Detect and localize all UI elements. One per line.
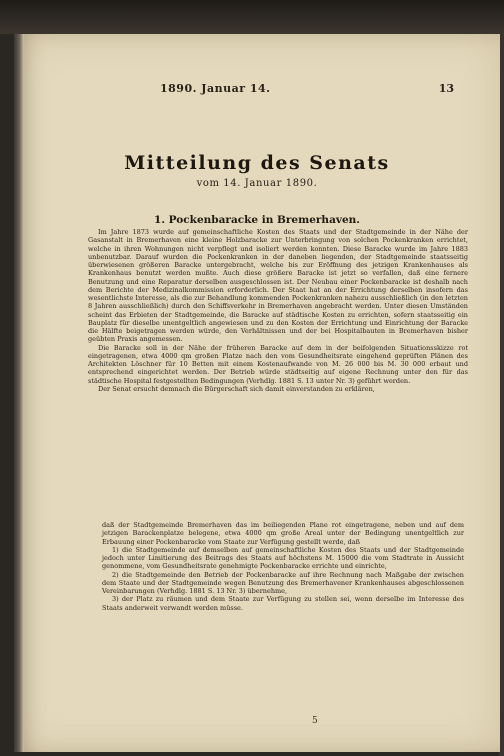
page-number: 13 (438, 82, 454, 95)
body-text (88, 228, 468, 393)
document-page (14, 34, 500, 752)
paragraph: Im Jahre 1873 wurde auf gemeinschaftliche Kosten des Staats und der Stadtgemeinde in der Nähe der Gasanstalt in Bremerhaven eine kleine Holzbaracke zur Unterbringung von solchen Pockenkranken errichtet, welche in ihren Wohnungen nicht verpflegt und isoliert werden konnten. Diese Baracke wurde im Jahre 1883 unbenutzbar. Darauf wurden die Pockenkranken in der daneben liegenden, der Stadtgemeinde staatsseitig überwiesenen größeren Baracke untergebracht, welche bis zur Eröffnung des jetzigen Krankenhauses als Krankenhaus benutzt werden mußte. Auch diese größere Baracke ist jetzt so verfallen, daß eine fernere Benutzung und eine Reparatur derselben ausgeschlossen ist. Der Neubau einer Pockenbaracke ist deshalb nach dem Berichte der Medizinalkommission erforderlich. Der Staat hat an der Errichtung derselben insofern das wesentlichste Interesse, als die zur Behandlung kommenden Pockenkranken nahezu ausschließlich (in den letzten 8 Jahren ausschließlich) durch den Schiffsverkehr in Bremerhaven angebracht werden. Unter diesen Umständen scheint das Erbieten der Stadtgemeinde, die Baracke auf städtische Kosten zu errichten, sofern staatsseitig ein Bauplatz für dieselbe unentgeltlich angewiesen und zu den Kosten der Errichtung und Einrichtung der Baracke die Hälfte beigetragen werden würde, den Verhältnissen und der bei Hospitalbauten in Bremerhaven bisher geübten Praxis angemessen. (88, 228, 468, 344)
resolution-item: 3) der Platz zu räumen und dem Staate zur Verfügung zu stellen sei, wenn derselbe im Interesse des Staats anderweit verwandt werden müsse. (102, 595, 464, 612)
running-header (14, 82, 500, 98)
header-date: 1890. Januar 14. (160, 82, 271, 95)
paragraph: Der Senat ersucht demnach die Bürgerschaft sich damit einverstanden zu erklären, (98, 384, 375, 393)
document-title: Mitteilung des Senats (124, 152, 390, 174)
signature-mark: 5 (312, 716, 318, 726)
document-subtitle: vom 14. Januar 1890. (196, 178, 318, 189)
scan-top-border (0, 0, 504, 34)
book-spine (14, 34, 24, 752)
resolution-paragraph: daß der Stadtgemeinde Bremerhaven das im beiliegenden Plane rot eingetragene, neben und auf dem jetzigen Barackenplatze belegene, etwa 4000 qm große Areal unter der Bedingung unentgeltlich zur Erbauung einer Pockenbaracke vom Staate zur Verfügung gestellt werde, daß (102, 521, 464, 546)
paragraph: Die Baracke soll in der Nähe der früheren Baracke auf dem in der beifolgenden Situationsskizze rot eingetragenen, etwa 4000 qm großen Platze nach den vom Gesundheitsrate eingehend geprüften Plänen des Architekten Löschner für 10 Betten mit einem Kostenaufwande von M. 26 000 bis M. 30 000 erbaut und entsprechend eingerichtet werden. Der Betrieb würde städtseitig auf eigene Rechnung unter den für das städtische Hospital festgestellten Bedingungen (Verhdlg. 1881 S. 13 unter Nr. 3) geführt werden. (88, 343, 468, 385)
section-heading: 1. Pockenbaracke in Bremerhaven. (154, 214, 360, 226)
resolution-item: 2) die Stadtgemeinde den Betrieb der Pockenbaracke auf ihre Rechnung nach Maßgabe der zwischen dem Staate und der Stadtgemeinde wegen Benutzung des Bremerhavener Krankenhauses abgeschlossenen Vereinbarungen (Verhdlg. 1881 S. 13 Nr. 3) übernehme, (102, 570, 464, 595)
resolution-item: 1) die Stadtgemeinde auf demselben auf gemeinschaftliche Kosten des Staats und der Stadtgemeinde jedoch unter Limitierung des Beitrags des Staats auf höchstens M. 15000 die vom Stadtrate in Aussicht genommene, vom Gesundheitsrate genehmigte Pockenbaracke errichte und einrichte, (102, 545, 464, 571)
resolution-text (102, 521, 464, 612)
